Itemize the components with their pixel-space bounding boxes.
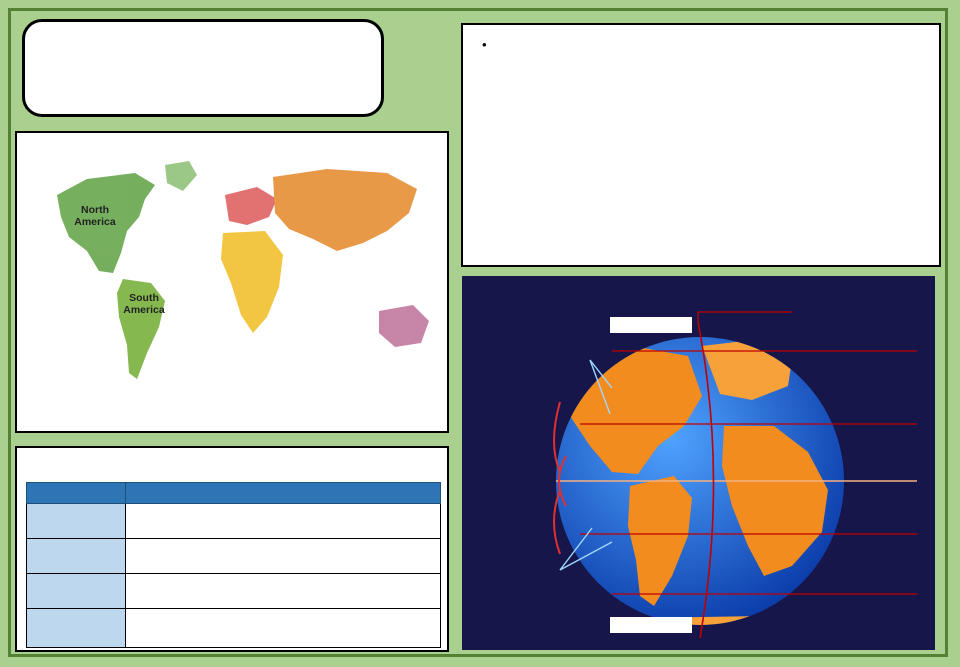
table-row (27, 609, 441, 648)
key-knowledge-box (461, 23, 941, 267)
vocabulary-table (26, 482, 441, 648)
vocabulary-box (15, 446, 449, 652)
europe-shape (225, 187, 277, 225)
header-vocabulary (27, 483, 126, 504)
label-north-america: North (81, 204, 109, 216)
label-south-america: South (129, 292, 159, 304)
table-row (27, 539, 441, 574)
globe-diagram-svg (462, 276, 935, 650)
africa-shape (221, 231, 283, 333)
time-zone-map-svg (17, 133, 447, 431)
vocab-term (27, 539, 126, 574)
vocab-term (27, 609, 126, 648)
vocab-definition (126, 574, 441, 609)
vocab-definition (126, 609, 441, 648)
vocab-term (27, 574, 126, 609)
australia-shape (379, 305, 429, 347)
asia-shape (273, 169, 417, 251)
greenland-shape (165, 161, 197, 191)
globe-diagram (462, 276, 935, 650)
table-row (27, 504, 441, 539)
label-south-america-2: America (123, 304, 165, 316)
vocabulary-header-row (27, 483, 441, 504)
vocab-definition (126, 539, 441, 574)
vocab-term (27, 504, 126, 539)
label-north-america-2: America (74, 216, 116, 228)
vocab-definition (126, 504, 441, 539)
time-zone-map (15, 131, 449, 433)
header-definition (126, 483, 441, 504)
table-row (27, 574, 441, 609)
title-box (22, 19, 384, 117)
